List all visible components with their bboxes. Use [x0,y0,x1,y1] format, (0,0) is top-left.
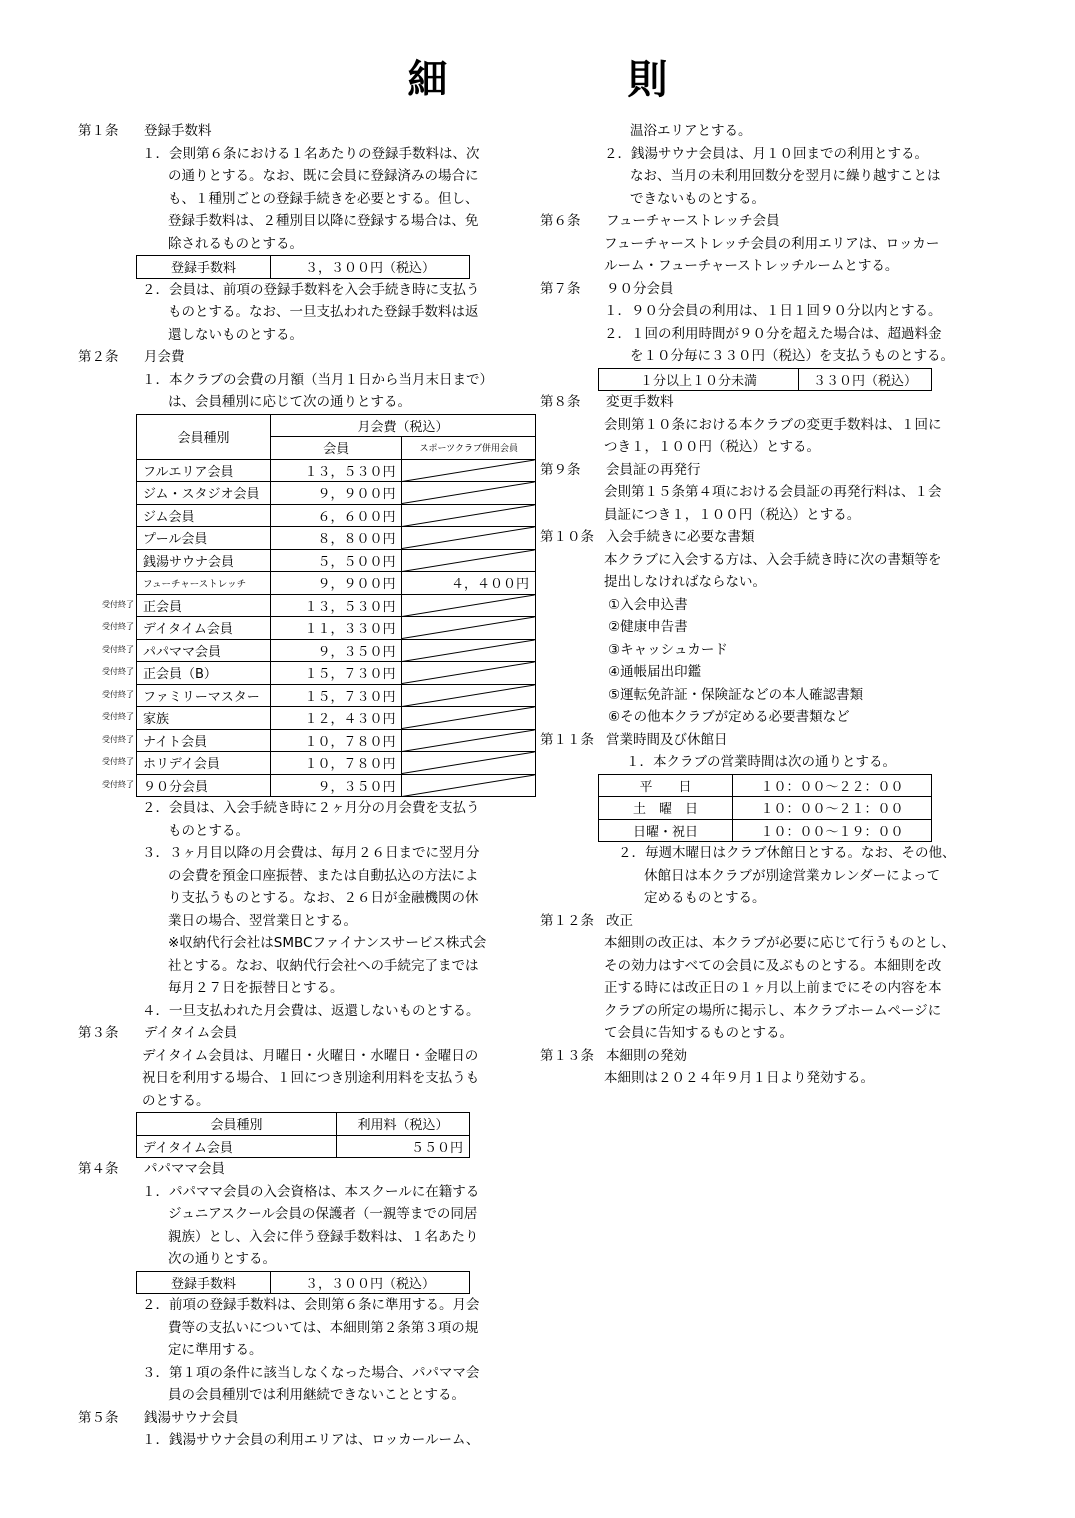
text-line: ２．銭湯サウナ会員は、月１０回までの利用とする。 [604,145,928,162]
text-line: デイタイム会員は、月曜日・火曜日・水曜日・金曜日の [142,1047,479,1064]
table-row [137,572,536,595]
daytime-fee-table [136,1112,470,1158]
table-row [137,482,536,505]
overtime-fee-table [598,368,932,392]
closed-label: 受付終了 [102,667,134,676]
text-line: フューチャーストレッチ会員の利用エリアは、ロッカー [604,235,940,252]
col-member-type: 会員種別 [137,1113,337,1136]
member-type-cell: 正会員（B） [137,662,271,685]
text-line: 休館日は本クラブが別途営業カレンダーによって [644,867,941,884]
closed-label: 受付終了 [102,689,134,699]
hours-time: １０：００～２１：００ [733,797,932,820]
table-row [137,617,536,640]
member-fee-cell: １０，７８０円 [270,729,402,752]
article-2-heading: 第２条 月会費 [78,349,185,365]
diagonal-slash [402,752,535,774]
text-line: ※収納代行会社はSMBCファイナンスサービス株式会 [168,935,487,951]
col-monthly-fee: 月会費（税込） [270,414,535,437]
text-line: その効力はすべての会員に及ぶものとする。本細則を改 [604,957,942,974]
article-10-heading: 第１０条 入会手続きに必要な書類 [540,529,755,545]
overtime-value: ３３０円（税込） [799,368,932,391]
diagonal-slash [402,685,535,707]
text-line: 定に準用する。 [168,1342,263,1358]
text-line: ２．前項の登録手数料は、会則第６条に準用する。月会 [142,1297,480,1313]
fee-value: ３，３００円（税込） [271,1271,470,1294]
list-item: ①入会申込書 [608,596,688,613]
article-13-heading: 第１３条 本細則の発効 [540,1047,687,1064]
closed-label: 受付終了 [102,779,134,789]
article-12-heading: 第１２条 改正 [540,912,633,929]
text-line: 社とする。なお、収納代行会社への手続完了までは [168,957,479,974]
hours-day: 日曜・祝日 [599,819,733,842]
text-line: １．会則第６条における１名あたりの登録手数料は、次 [142,145,480,162]
member-type-cell: プール会員 [137,527,271,550]
text-line: ものとする。なお、一旦支払われた登録手数料は返 [168,304,479,320]
table-row [137,729,536,752]
member-fee-cell: １５，７３０円 [270,684,402,707]
article-3-heading: 第３条 デイタイム会員 [78,1025,238,1041]
row-member-type: デイタイム会員 [137,1135,337,1158]
article-1-heading: 第１条 登録手数料 [78,123,212,139]
article-5-heading: 第５条 銭湯サウナ会員 [78,1409,239,1426]
table-row [137,504,536,527]
text-line: 費等の支払いについては、本細則第２条第３項の規 [168,1319,479,1336]
text-line: つき１，１００円（税込）とする。 [604,439,820,455]
hours-time: １０：００～１９：００ [733,819,932,842]
member-type-cell: ナイト会員 [137,729,271,752]
text-line: 本細則の改正は、本クラブが必要に応じて行うものとし、 [604,935,955,951]
list-item: ⑤運転免許証・保険証などの本人確認書類 [608,686,864,703]
list-item: ⑥その他本クラブが定める必要書類など [608,709,850,725]
fee-label: 登録手数料 [137,256,271,279]
col-member: 会員 [270,437,402,460]
text-line: のとする。 [142,1092,210,1109]
sports-fee-cell [402,504,536,527]
table-row [137,774,536,797]
sports-fee-cell [402,482,536,505]
member-fee-cell: ９，３５０円 [270,639,402,662]
text-line: を１０分毎に３３０円（税込）を支払うものとする。 [630,348,954,364]
closed-label: 受付終了 [102,734,134,744]
sports-fee-cell [402,594,536,617]
member-type-cell: フューチャーストレッチ [137,572,271,595]
row-usage-fee: ５５０円 [337,1135,470,1158]
text-line: 本細則は２０２４年９月１日より発効する。 [604,1070,874,1086]
diagonal-slash [402,707,535,729]
sports-fee-cell [402,662,536,685]
table-row [137,752,536,775]
closed-label: 受付終了 [102,622,134,631]
sports-fee-cell [402,617,536,640]
text-line: の通りとする。なお、既に会員に登録済みの場合に [168,168,479,184]
sports-fee-cell [402,684,536,707]
table-row [137,459,536,482]
business-hours-table [598,774,932,843]
closed-label: 受付終了 [102,712,134,721]
member-type-cell: デイタイム会員 [137,617,271,640]
text-line: 本クラブに入会する方は、入会手続き時に次の書類等を [604,551,942,568]
closed-label: 受付終了 [102,757,134,766]
text-line: ２．会員は、入会手続き時に２ヶ月分の月会費を支払う [142,800,480,816]
text-line: ルーム・フューチャーストレッチルームとする。 [604,258,899,274]
member-type-cell: 家族 [137,707,271,730]
diagonal-slash [402,505,535,527]
text-line: ４．一旦支払われた月会費は、返還しないものとする。 [142,1002,480,1019]
table-row [137,707,536,730]
overtime-label: １分以上１０分未満 [599,368,799,391]
text-line: ジュニアスクール会員の保護者（一親等までの同居 [168,1206,478,1222]
diagonal-slash [402,550,535,572]
text-line: 次の通りとする。 [168,1251,276,1267]
list-item: ③キャッシュカード [608,641,728,658]
member-fee-cell: １５，７３０円 [270,662,402,685]
member-fee-cell: １２，４３０円 [270,707,402,730]
sports-fee-cell [402,729,536,752]
member-type-cell: 正会員 [137,594,271,617]
text-line: り支払うものとする。なお、２６日が金融機関の休 [168,890,479,906]
member-fee-cell: １３，５３０円 [270,594,402,617]
text-line: 温浴エリアとする。 [630,123,752,139]
text-line: も、１種別ごとの登録手続きを必要とする。但し、 [168,190,479,207]
table-row [137,684,536,707]
text-line: ものとする。 [168,822,249,839]
closed-label: 受付終了 [102,644,134,654]
text-line: 還しないものとする。 [168,326,303,343]
text-line: の会費を預金口座振替、または自動払込の方法によ [168,867,479,884]
monthly-fee-table [136,414,536,798]
diagonal-slash [402,662,535,684]
sports-fee-cell [402,549,536,572]
monthly-fee-table-wrap [102,414,540,798]
diagonal-slash [402,595,535,617]
member-fee-cell: ８，８００円 [270,527,402,550]
list-item: ④通帳届出印鑑 [608,664,702,680]
closed-label: 受付終了 [102,599,134,609]
member-fee-cell: ９，９００円 [270,482,402,505]
text-line: １．本クラブの会費の月額（当月１日から当月末日まで） [142,371,493,388]
sports-fee-cell [402,774,536,797]
article-11-heading: 第１１条 営業時間及び休館日 [540,731,728,748]
article-7-heading: 第７条 ９０分会員 [540,280,674,297]
text-line: て会員に告知するものとする。 [604,1025,793,1041]
member-fee-cell: ６，６００円 [270,504,402,527]
text-line: 会則第１５条第４項における会員証の再発行料は、１会 [604,484,942,500]
text-line: 提出しなければならない。 [604,574,766,590]
article-4-heading: 第４条 パパママ会員 [78,1161,225,1177]
member-fee-cell: １３，５３０円 [270,459,402,482]
col-usage-fee: 利用料（税込） [337,1113,470,1136]
sports-fee-cell [402,639,536,662]
member-type-cell: ホリデイ会員 [137,752,271,775]
member-fee-cell: ５，５００円 [270,549,402,572]
diagonal-slash [402,775,535,797]
member-type-cell: パパママ会員 [137,639,271,662]
fee-value: ３，３００円（税込） [271,256,470,279]
col-sports-member: スポーツクラブ併用会員 [402,437,536,460]
table-row [137,662,536,685]
text-line: ２．１回の利用時間が９０分を超えた場合は、超過料金 [604,325,942,342]
right-column [540,120,990,1090]
hours-time: １０：００～２２：００ [733,774,932,797]
fee-label: 登録手数料 [137,1271,271,1294]
text-line: 登録手数料は、２種別目以降に登録する場合は、免 [168,213,479,229]
member-type-cell: ９０分会員 [137,774,271,797]
text-line: ２．毎週木曜日はクラブ休館日とする。なお、その他、 [618,845,956,861]
sports-fee-cell: ４，４００円 [402,572,536,595]
text-line: １．銭湯サウナ会員の利用エリアは、ロッカールーム、 [142,1432,480,1448]
text-line: なお、当月の未利用回数分を翌月に繰り越すことは [630,168,941,184]
member-fee-cell: １１，３３０円 [270,617,402,640]
text-line: 員の会員種別では利用継続できないこととする。 [168,1387,465,1403]
text-line: 除されるものとする。 [168,235,303,252]
text-line: 祝日を利用する場合、１回につき別途利用料を支払うも [142,1070,480,1086]
table-row [137,594,536,617]
table-row [137,639,536,662]
list-item: ②健康申告書 [608,619,688,635]
diagonal-slash [402,460,535,482]
sports-fee-cell [402,707,536,730]
left-column [78,120,540,1452]
text-line: 親族）とし、入会に伴う登録手数料は、１名あたり [168,1228,479,1245]
text-line: 定めるものとする。 [644,890,766,906]
diagonal-slash [402,640,535,662]
member-type-cell: ジム会員 [137,504,271,527]
sports-fee-cell [402,752,536,775]
col-member-type: 会員種別 [137,414,271,459]
diagonal-slash [402,617,535,639]
hours-day: 平 日 [599,774,733,797]
text-line: 員証につき１，１００円（税込）とする。 [604,506,861,523]
text-line: 正する時には改正日の１ヶ月以上前までにその内容を本 [604,980,942,996]
table-row [599,797,932,820]
text-line: １．本クラブの営業時間は次の通りとする。 [626,754,896,770]
diagonal-slash [402,482,535,504]
article-6-heading: 第６条 フューチャーストレッチ会員 [540,213,780,229]
article-9-heading: 第９条 会員証の再発行 [540,461,701,478]
text-line: クラブの所定の場所に掲示し、本クラブホームページに [604,1002,942,1019]
member-fee-cell: ９，３５０円 [270,774,402,797]
member-type-cell: ファミリーマスター [137,684,271,707]
text-line: 会則第１０条における本クラブの変更手数料は、１回に [604,416,942,433]
text-line: ２．会員は、前項の登録手数料を入会手続き時に支払う [142,281,480,298]
text-line: ３．第１項の条件に該当しなくなった場合、パパママ会 [142,1364,480,1381]
page-title: 細 則 [407,57,738,103]
diagonal-slash [402,730,535,752]
text-line: は、会員種別に応じて次の通りとする。 [168,394,411,410]
member-type-cell: 銭湯サウナ会員 [137,549,271,572]
table-row [137,527,536,550]
papamama-fee-table [136,1271,470,1295]
article-8-heading: 第８条 変更手数料 [540,394,674,410]
member-fee-cell: １０，７８０円 [270,752,402,775]
sports-fee-cell [402,527,536,550]
table-row [599,819,932,842]
table-row [599,774,932,797]
member-type-cell: ジム・スタジオ会員 [137,482,271,505]
text-line: １．９０分会員の利用は、１日１回９０分以内とする。 [604,303,942,319]
text-line: 業日の場合、翌営業日とする。 [168,912,357,929]
hours-day: 土 曜 日 [599,797,733,820]
sports-fee-cell [402,459,536,482]
member-fee-cell: ９，９００円 [270,572,402,595]
text-line: ３．３ヶ月目以降の月会費は、毎月２６日までに翌月分 [142,845,480,861]
member-type-cell: フルエリア会員 [137,459,271,482]
diagonal-slash [402,527,535,549]
table-row [137,549,536,572]
registration-fee-table [136,255,470,279]
text-line: できないものとする。 [630,190,765,207]
text-line: １．パパママ会員の入会資格は、本スクールに在籍する [142,1183,480,1200]
text-line: 毎月２７日を振替日とする。 [168,980,344,996]
